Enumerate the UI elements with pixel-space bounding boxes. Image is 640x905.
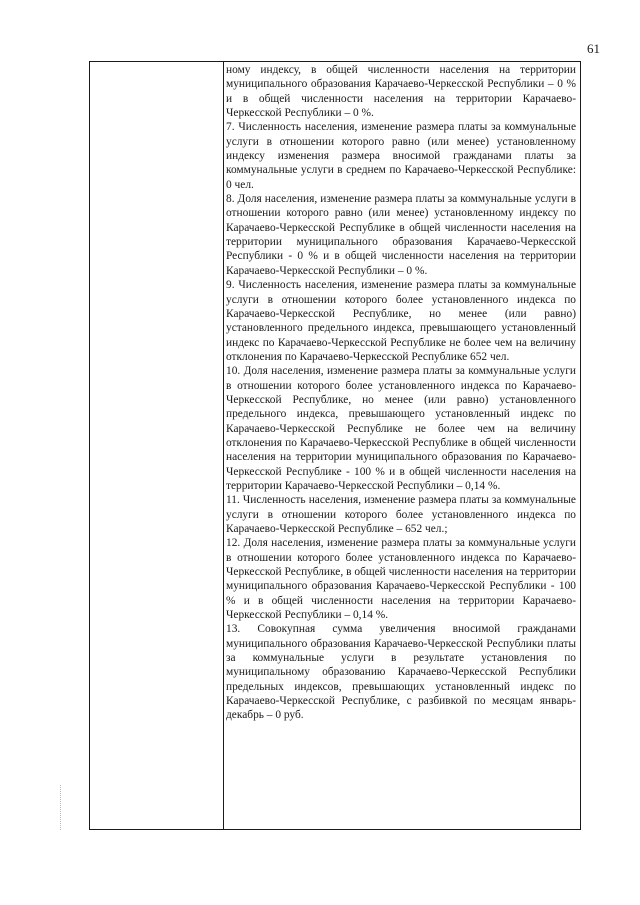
left-cell [90, 62, 223, 829]
page-number: 61 [587, 41, 600, 56]
paragraph-item-9: 9. Численность населения, изменение размера платы за коммунальные услуги в отношении которого более установленного индекса по Карачаево-Черкесской Республике, но менее (или равно) установленного предельного индекса, превышающего установленный индекс по Карачаево-Черкесской Республике не более чем на величину отклонения по Карачаево-Черкесской Республике 652 чел. [226, 279, 576, 363]
paragraph-item-13: 13. Совокупная сумма увеличения вносимой гражданами муниципального образования Карачаево-Черкесской Республики платы за коммунальные услуги в результате установления по муниципальному образованию Карачаево-Черкесской Республики предельных индексов, превышающих установленный индекс по Карачаево-Черкесской Республике, с разбивкой по месяцам январь-декабрь – 0 руб. [226, 623, 576, 722]
paragraph-item-12: 12. Доля населения, изменение размера платы за коммунальные услуги в отношении которого более установленного индекса по Карачаево-Черкесской Республике, в общей численности населения на территории муниципального образования Карачаево-Черкесской Республики - 100 % и в общей численности населения на территории Карачаево-Черкесской Республики – 0,14 %. [226, 537, 576, 622]
paragraph-item-7: 7. Численность населения, изменение размера платы за коммунальные услуги в отношении которого равно (или менее) установленному индексу изменения размера вносимой гражданами платы за коммунальные услуги в среднем по Карачаево-Черкесской Республике: 0 чел. [226, 121, 576, 191]
right-cell [226, 63, 576, 723]
scan-margin-mark [60, 785, 62, 830]
column-divider [223, 62, 224, 829]
paragraph-item-8: 8. Доля населения, изменение размера платы за коммунальные услуги в отношении которого равно (или менее) установленному индексу по Карачаево-Черкесской Республике в общей численности населения на территории муниципального образования Карачаево-Черкесской Республики - 0 % и в общей численности населения на территории Карачаево-Черкесской Республики – 0 %. [226, 193, 576, 277]
paragraph-item-11: 11. Численность населения, изменение размера платы за коммунальные услуги в отношении которого более установленного индекса по Карачаево-Черкесской Республике – 652 чел.; [226, 494, 576, 535]
paragraph-item-10: 10. Доля населения, изменение размера платы за коммунальные услуги в отношении которого более установленного индекса по Карачаево-Черкесской Республике, но менее (или равно) установленного предельного индекса, превышающего установленный индекс по Карачаево-Черкесской Республике не более чем на величину отклонения по Карачаево-Черкесской Республике в общей численности населения на территории муниципального образования по Карачаево-Черкесской Республике - 100 % и в общей численности населения на территории Карачаево-Черкесской Республики – 0,14 %. [226, 365, 576, 492]
document-table [89, 61, 581, 830]
paragraph-continuation: ному индексу, в общей численности населения на территории муниципального образования Карачаево-Черкесской Республики – 0 % и в общей численности населения на территории Карачаево-Черкесской Республики – 0 %. [226, 64, 576, 120]
